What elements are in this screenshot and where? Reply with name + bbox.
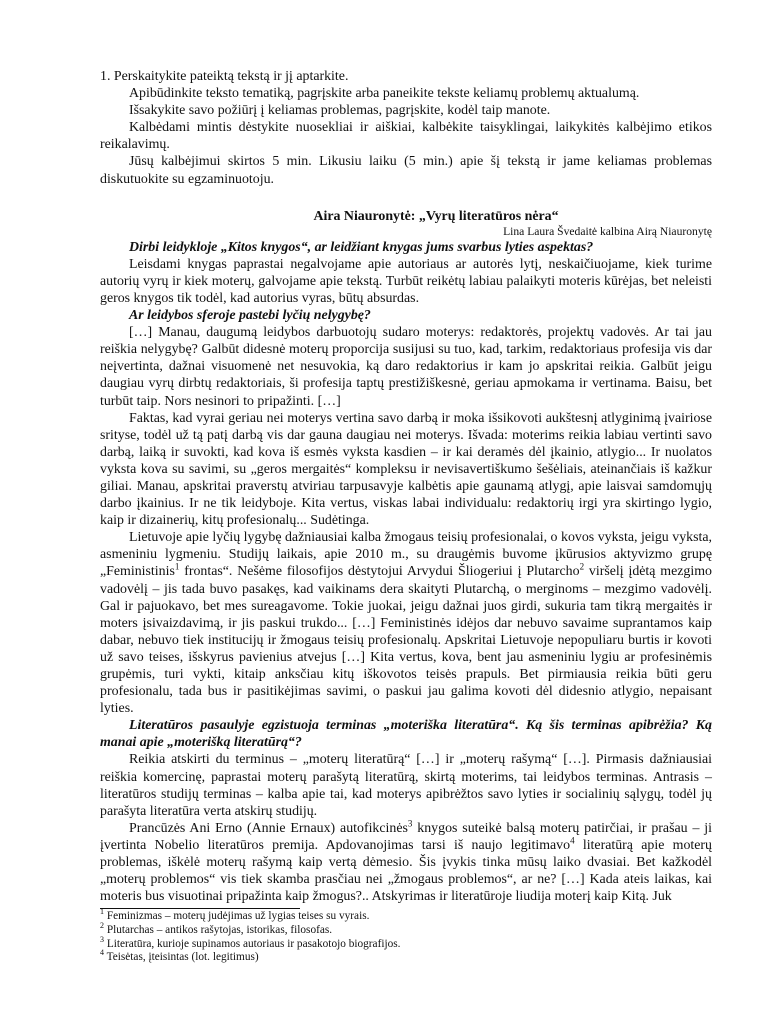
- interview-answer: [100, 820, 712, 905]
- instruction-line: Kalbėdami mintis dėstykite nuosekliai ir aiškiai, kalbėkite taisyklingai, laikykitės kalbėjimo etikos reikalavimų.: [100, 120, 712, 153]
- footnote-ref: 4: [570, 835, 575, 846]
- interview-question: Dirbi leidykloje „Kitos knygos“, ar leidžiant knygas jums svarbus lyties aspektas?: [129, 239, 594, 255]
- footnote: [100, 934, 712, 952]
- footnote: [100, 907, 712, 924]
- footnote-ref: 1: [174, 561, 180, 572]
- answer-text: frontas“. Nešėme filosofijos dėstytojui Arvydui Šliogeriui į Plutarcho: [179, 564, 580, 580]
- footnote: [100, 921, 712, 938]
- footnote-number: 1: [100, 907, 104, 917]
- footnote-text: Teisėtas, įteisintas (lot. legitimus): [104, 951, 259, 964]
- article-title: Aira Niauronytė: „Vyrų literatūros nėra“: [313, 208, 559, 224]
- footnote-ref: 2: [579, 561, 585, 572]
- answer-text: Lietuvoje apie lyčių lygybę dažniausiai kalba žmogaus teisių profesionalai, o kovos vyksta, jeigu vyksta, asmeniniu lygmeniu. Studijų laikais, apie 2010 m., su draugėmis buvome įkūrusios aktyvizmo grupę „Feministinis: [100, 530, 712, 580]
- instruction-line: Jūsų kalbėjimui skirtos 5 min. Likusiu laiku (5 min.) apie šį tekstą ir jame keliamas problemas diskutuokite su egzaminuotoju.: [100, 154, 712, 187]
- footnotes: [100, 907, 712, 964]
- footnote-number: 3: [100, 934, 104, 944]
- instruction-line: Išsakykite savo požiūrį į keliamas problemas, pagrįskite, kodėl taip manote.: [129, 103, 551, 119]
- interview-answer: […] Manau, daugumą leidybos darbuotojų sudaro moterys: redaktorės, projektų vadovės. Ar tai jau reiškia nelygybę? Galbūt didesnė moterų proporcija susijusi su tuo, kad, tarkim, redaktoriaus profesija vis dar neįvertinta, dažnai visuomenė net nesuvokia, ką daro redaktorius ir kam jo apskritai reikia. Galbūt jeigu daugiau vyrų dirbtų redaktoriais, ši profesija taptų prestižiškesnė, geriau apmokama ir vertinama. Baisu, bet turbūt taip. Nors nesinori to pripažinti. […]: [100, 325, 712, 409]
- interview-answer: Reikia atskirti du terminus – „moterų literatūrą“ […] ir „moterų rašymą“ […]. Pirmasis dažniausiai reiškia komercinę, paprastai moterų parašytą literatūrą, skirtą moterims, tai leidybos terminas. Antrasis – literatūros studijų terminas – kalba apie tai, kad moterys apibrėžtos savo lyties ir socialinių sąlygų, todėl jų parašyta literatūra verta atskirų studijų.: [100, 752, 712, 819]
- article-byline: Lina Laura Švedaitė kalbina Airą Niauronytę: [503, 224, 712, 238]
- interview-answer: Leisdami knygas paprastai negalvojame apie autoriaus ar autorės lytį, neskaičiuojame, kiek turime autorių vyrų ir kiek moterų, galvojame apie tekstą. Turbūt reikėtų labiau palaikyti moteris kūrėjas, bet neleisti geros knygos tik todėl, kad autorius vyras, būtų absurdas.: [100, 256, 712, 306]
- answer-text: literatūrą apie moterų problemas, iškėlė moterų rašymą kaip vertą dėmesio. Šis įvykis tinka mūsų laiko dvasiai. Bet kažkodėl „moterų problemos“ vis tiek skamba prasčiau nei „žmogaus problemos“, ar ne? […] Kada ateis laikas, kai moteris bus visuotinai pripažinta kaip žmogus?.. Atskyrimas ir literatūroje liudija moterį kaip Kitą. Juk: [100, 837, 712, 905]
- interview-answer: Faktas, kad vyrai geriau nei moterys vertina savo darbą ir moka išsikovoti aukštesnį atlyginimą įvairiose srityse, todėl už tą patį darbą vis dar gauna daugiau nei moterys. Išvada: moterims reikia labiau vertinti savo darbą, laiką ir suvokti, kad kova iš esmės vyksta kasdien – ir kai deramės dėl įkainio, atlygio... Ir nuolatos vyksta kova su savimi, su „geros mergaitės“ kompleksu ir nevisavertiškumo šešėliais, ateinančiais iš kažkur giliai. Manau, apskritai praverstų atviriau tarpusavyje kalbėtis apie gaunamą atlygį, apie laisvai samdomųjų darbo įkainius. Ir ne tik leidyboje. Kita vertus, viskas labai individualu: redaktorių irgi yra skirtingo lygio, kaip ir dizainerių, kitų profesionalų... Sudėtinga.: [100, 410, 712, 529]
- instruction-line: Apibūdinkite teksto tematiką, pagrįskite arba paneikite tekste keliamų problemų aktualumą.: [129, 86, 640, 102]
- answer-text: knygos suteikė balsą moterų patirčiai, ir prašau – ji įvertinta Nobelio literatūros premija. Apdovanojimas tarsi iš naujo legitimavo: [100, 820, 712, 853]
- footnote-text: Plutarchas – antikos rašytojas, istorikas, filosofas.: [104, 923, 333, 936]
- footnote-number: 2: [100, 921, 104, 931]
- interview-answer: [100, 529, 712, 717]
- footnote-text: Feminizmas – moterų judėjimas už lygias teises su vyrais.: [104, 910, 370, 923]
- answer-text: viršelį įdėtą mezgimo vadovėlį – jis tada buvo pasakęs, kad vaikinams dera skaityti Plutarchą, o merginoms – mezgimo vadovėlį. Gal ir pajuokavo, bet mes sureagavome. Tokie juokai, jeigu dažnai juos girdi, sukuria tam tikrą mergaitės ir moters įsivaizdavimą, ir jis paskui trukdo... […] Feministinės idėjos dar nebuvo savaime suprantamos kaip dabar, nebuvo tiek institucijų ir žmogaus teisių profesionalų. Apskritai Lietuvoje nepopuliaru burtis ir kovoti už savo teises, išskyrus pavienius atvejus […] Kita vertus, kova, bent jau asmeniniu lygiu ar profesinėmis grupėmis, turi vykti, kitaip anksčiau kitų iškovotos teisės prapuls. Bet pirmiausia reikia būti geru profesionalu, tada bus ir pasitikėjimas savimi, o paskui jau galima kovoti dėl didesnio atlygio, nepaisant lyties.: [100, 564, 712, 717]
- instruction-line: 1. Perskaitykite pateiktą tekstą ir jį aptarkite.: [100, 69, 349, 84]
- interview-question: Ar leidybos sferoje pastebi lyčių nelygybę?: [129, 308, 371, 324]
- footnote: [100, 948, 712, 965]
- footnote-number: 4: [100, 948, 104, 958]
- task-instructions: [100, 68, 712, 188]
- footnote-ref: 3: [407, 818, 413, 829]
- footnote-text: Literatūra, kurioje supinamos autoriaus ir pasakotojo biografijos.: [104, 937, 401, 950]
- answer-text: Prancūzės Ani Erno (Annie Ernaux) autofikcinės: [129, 820, 408, 836]
- interview-question: Literatūros pasaulyje egzistuoja terminas „moteriška literatūra“. Ką šis terminas apibrėžia? Ką manai apie „moterišką literatūrą“?: [100, 718, 712, 751]
